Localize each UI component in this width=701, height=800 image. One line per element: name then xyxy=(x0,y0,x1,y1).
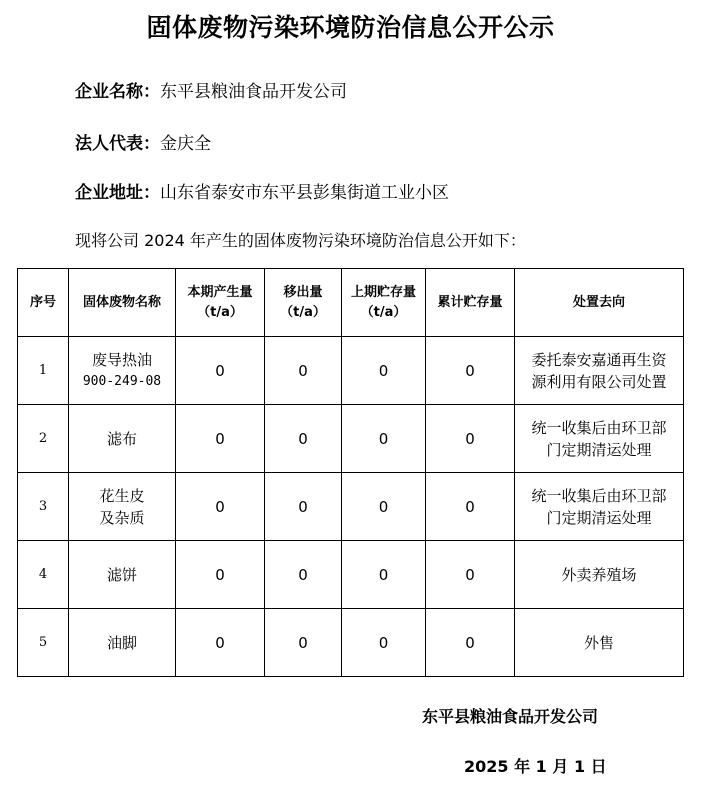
row-waste-name xyxy=(69,541,176,609)
header-disposal: 处置去向 xyxy=(515,269,684,337)
waste-name-line2: 及杂质 xyxy=(99,508,145,527)
row-prev-stock: 0 xyxy=(342,405,426,473)
header-prev-stock xyxy=(342,269,426,337)
table-header-row xyxy=(18,269,684,337)
disposal-line1: 外卖养殖场 xyxy=(561,565,637,584)
row-disposal xyxy=(515,405,684,473)
row-disposal xyxy=(515,337,684,405)
company-name-value: 东平县粮油食品开发公司 xyxy=(160,82,347,102)
company-name-label: 企业名称： xyxy=(75,82,160,102)
row-disposal xyxy=(515,609,684,677)
row-moved: 0 xyxy=(265,473,342,541)
intro-text: 现将公司 2024 年产生的固体废物污染环境防治信息公开如下： xyxy=(75,231,526,250)
row-waste-name xyxy=(69,473,176,541)
signature-date: 2025 年 1 月 1 日 xyxy=(464,757,607,776)
page-title: 固体废物污染环境防治信息公开公示 xyxy=(146,13,555,42)
row-seq: 3 xyxy=(18,473,69,541)
row-cum-stock: 0 xyxy=(426,473,515,541)
disposal-line2: 源利用有限公司处置 xyxy=(531,372,667,391)
header-prev-stock-label: 上期贮存量 xyxy=(350,284,416,300)
header-produced xyxy=(176,269,265,337)
company-address-value: 山东省泰安市东平县彭集街道工业小区 xyxy=(160,183,449,203)
legal-rep-line xyxy=(75,129,211,154)
disposal-line2: 门定期清运处理 xyxy=(546,508,652,527)
row-moved: 0 xyxy=(265,609,342,677)
row-cum-stock: 0 xyxy=(426,405,515,473)
waste-name-line1: 滤布 xyxy=(106,429,137,448)
row-seq: 2 xyxy=(18,405,69,473)
waste-table xyxy=(17,268,684,677)
row-moved: 0 xyxy=(265,541,342,609)
table-row xyxy=(18,541,684,609)
header-moved xyxy=(265,269,342,337)
disposal-line1: 委托泰安嘉通再生资 xyxy=(531,350,667,369)
legal-rep-value: 金庆全 xyxy=(160,134,211,154)
waste-name-line1: 滤饼 xyxy=(106,565,137,584)
disposal-line1: 外售 xyxy=(583,633,614,652)
header-moved-label: 移出量 xyxy=(283,284,323,300)
row-produced: 0 xyxy=(176,337,265,405)
header-produced-label: 本期产生量 xyxy=(187,284,253,300)
row-waste-name xyxy=(69,609,176,677)
row-cum-stock: 0 xyxy=(426,337,515,405)
row-waste-name xyxy=(69,337,176,405)
row-produced: 0 xyxy=(176,473,265,541)
company-name-line xyxy=(75,77,347,102)
table-row xyxy=(18,405,684,473)
disposal-line1: 统一收集后由环卫部 xyxy=(531,486,667,505)
waste-name-line1: 废导热油 xyxy=(91,350,152,369)
header-prev-stock-unit: （t/a） xyxy=(360,304,407,320)
row-prev-stock: 0 xyxy=(342,541,426,609)
company-address-line xyxy=(75,178,449,203)
table-row xyxy=(18,337,684,405)
row-produced: 0 xyxy=(176,405,265,473)
header-waste-name: 固体废物名称 xyxy=(69,269,176,337)
row-moved: 0 xyxy=(265,405,342,473)
row-cum-stock: 0 xyxy=(426,609,515,677)
row-prev-stock: 0 xyxy=(342,473,426,541)
row-waste-name xyxy=(69,405,176,473)
row-seq: 5 xyxy=(18,609,69,677)
waste-code: 900-249-08 xyxy=(82,373,162,389)
signature-company: 东平县粮油食品开发公司 xyxy=(422,707,599,726)
row-prev-stock: 0 xyxy=(342,609,426,677)
row-seq: 1 xyxy=(18,337,69,405)
row-moved: 0 xyxy=(265,337,342,405)
row-disposal xyxy=(515,541,684,609)
row-prev-stock: 0 xyxy=(342,337,426,405)
waste-name-line1: 花生皮 xyxy=(99,486,145,505)
waste-name-line1: 油脚 xyxy=(106,633,137,652)
header-moved-unit: （t/a） xyxy=(280,304,326,320)
row-produced: 0 xyxy=(176,609,265,677)
table-row xyxy=(18,473,684,541)
header-seq: 序号 xyxy=(18,269,69,337)
row-seq: 4 xyxy=(18,541,69,609)
disposal-line1: 统一收集后由环卫部 xyxy=(531,418,667,437)
row-cum-stock: 0 xyxy=(426,541,515,609)
row-produced: 0 xyxy=(176,541,265,609)
legal-rep-label: 法人代表： xyxy=(75,134,160,154)
disposal-line2: 门定期清运处理 xyxy=(546,440,652,459)
table-row xyxy=(18,609,684,677)
company-address-label: 企业地址： xyxy=(75,183,160,203)
header-cum-stock: 累计贮存量 xyxy=(426,269,515,337)
header-produced-unit: （t/a） xyxy=(197,304,243,320)
row-disposal xyxy=(515,473,684,541)
